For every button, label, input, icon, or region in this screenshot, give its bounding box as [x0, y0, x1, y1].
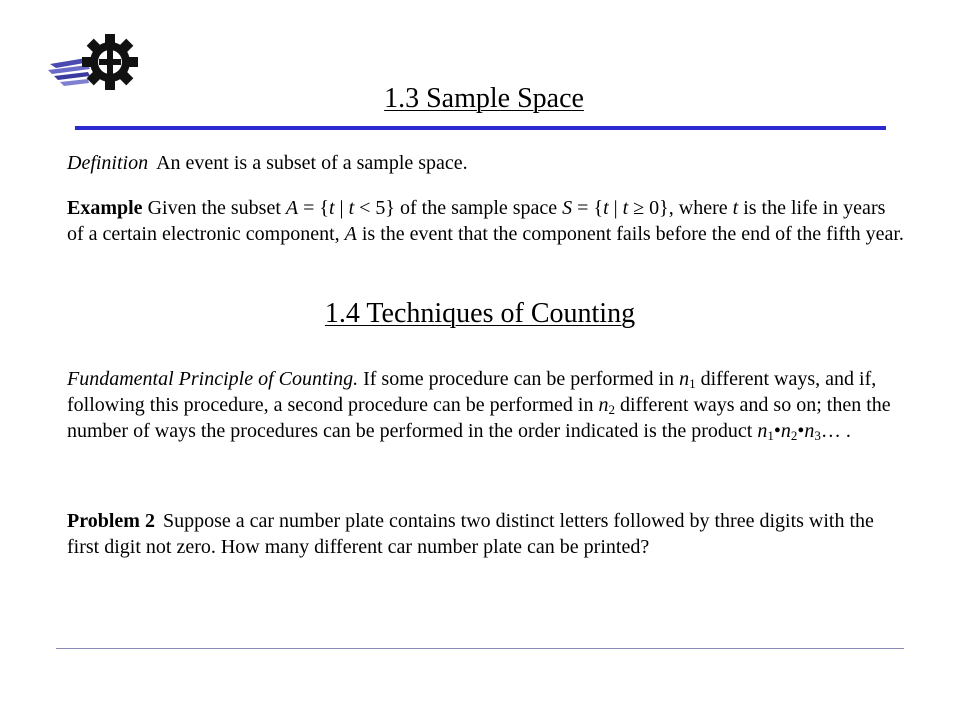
ellipsis: … .	[820, 420, 851, 442]
definition-paragraph	[67, 150, 907, 176]
example-text: is the event that the component fails before the end of the fifth year.	[356, 223, 904, 245]
footer-divider	[56, 648, 904, 649]
example-text: Given the subset	[147, 197, 286, 219]
subscript: 2	[790, 428, 798, 443]
math-var: n	[804, 420, 815, 442]
fundamental-text: If some procedure can be performed in	[358, 368, 680, 390]
math-var: t	[732, 197, 739, 219]
fundamental-text: different ways and so on; then the number of ways the procedures can be performed in the order indicated is the product	[67, 394, 891, 442]
title-divider	[75, 126, 886, 130]
subscript: 3	[814, 428, 821, 443]
math-var: t	[603, 197, 609, 219]
subscript: 2	[608, 402, 615, 417]
example-text: |	[334, 197, 349, 219]
math-var: A	[344, 223, 357, 245]
definition-text: An event is a subset of a sample space.	[156, 152, 468, 174]
example-text: = {	[298, 197, 329, 219]
math-var: t	[348, 197, 355, 219]
example-text: < 5} of the sample space	[354, 197, 563, 219]
math-var: S	[562, 197, 573, 219]
section-title-techniques-of-counting: 1.4 Techniques of Counting	[324, 298, 636, 329]
math-var: t	[622, 197, 629, 219]
math-var: n	[679, 368, 690, 390]
math-var: n	[598, 394, 609, 416]
gear-shape	[82, 34, 138, 90]
fundamental-label: Fundamental Principle of Counting.	[67, 368, 359, 390]
section-title-sample-space: 1.3 Sample Space	[384, 83, 584, 114]
fundamental-text: different ways, and if, following this procedure, a second procedure can be performed in	[67, 368, 877, 416]
example-text: |	[608, 197, 623, 219]
example-label: Example	[67, 197, 143, 219]
math-var: n	[757, 420, 768, 442]
math-var: A	[285, 197, 299, 219]
example-text: = {	[572, 197, 604, 219]
example-text: is the life in years of a certain electronic component,	[67, 197, 886, 245]
fundamental-principle-paragraph	[67, 366, 907, 444]
definition-label: Definition	[67, 152, 149, 174]
example-text: where	[678, 197, 733, 219]
example-paragraph	[67, 195, 907, 247]
bullet-operator: •	[797, 420, 805, 442]
math-var: t	[328, 197, 335, 219]
bullet-operator: •	[773, 420, 781, 442]
problem-text: Suppose a car number plate contains two distinct letters followed by three digits with the first digit not zero. How many different car number plate can be printed?	[67, 510, 874, 558]
problem-paragraph	[67, 508, 907, 560]
example-text: ≥ 0},	[628, 197, 674, 219]
problem-label: Problem 2	[67, 510, 155, 532]
math-var: n	[780, 420, 791, 442]
subscript: 1	[689, 376, 696, 391]
subscript: 1	[767, 428, 774, 443]
